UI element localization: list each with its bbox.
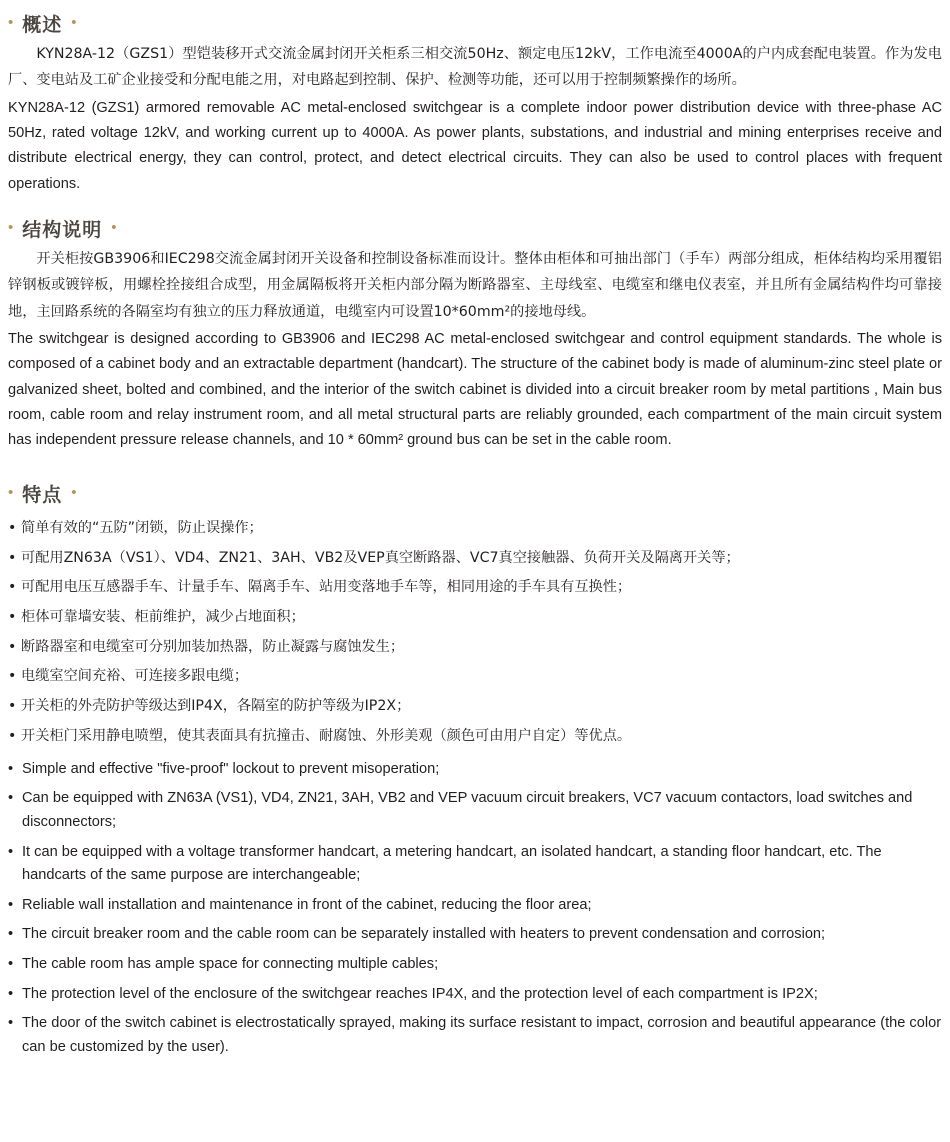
list-item: • 可配用电压互感器手车、计量手车、隔离手车、站用变落地手车等，相同用途的手车具有互换性； <box>8 576 942 599</box>
bullet-dot-icon: • <box>8 483 14 501</box>
section-structure-heading <box>8 215 942 242</box>
bullet-dot-icon: • <box>71 14 77 31</box>
bullet-dot-icon: • <box>111 219 117 237</box>
list-item: • 电缆室空间充裕、可连接多跟电缆； <box>8 665 942 688</box>
list-item: • The circuit breaker room and the cable room can be separately installed with heaters to prevent condensation and corrosion; <box>8 923 942 947</box>
list-item: • The cable room has ample space for connecting multiple cables; <box>8 953 942 977</box>
bullet-dot-icon: • <box>8 219 14 237</box>
list-item: • Can be equipped with ZN63A (VS1), VD4, ZN21, 3AH, VB2 and VEP vacuum circuit breakers, VC7 vacuum contactors, load switches and disconnectors; <box>8 787 942 834</box>
section-features <box>8 480 942 1060</box>
section-features-heading <box>8 480 942 507</box>
section-structure <box>8 215 942 454</box>
list-item: • Simple and effective "five-proof" lockout to prevent misoperation; <box>8 758 942 782</box>
list-item: • 开关柜门采用静电喷塑，使其表面具有抗撞击、耐腐蚀、外形美观（颜色可由用户自定）等优点。 <box>8 725 942 748</box>
list-item: • It can be equipped with a voltage transformer handcart, a metering handcart, an isolated handcart, a standing floor handcart, etc. The handcarts of the same purpose are interchangeable; <box>8 841 942 888</box>
list-item: • The protection level of the enclosure of the switchgear reaches IP4X, and the protection level of each compartment is IP2X; <box>8 983 942 1007</box>
list-item: • The door of the switch cabinet is electrostatically sprayed, making its surface resistant to impact, corrosion and beautiful appearance (the color can be customized by the user). <box>8 1012 942 1059</box>
section-structure-title: 结构说明 <box>22 219 103 242</box>
overview-paragraph-zh: KYN28A-12（GZS1）型铠装移开式交流金属封闭开关柜系三相交流50Hz、额定电压12kV，工作电流至4000A的户内成套配电装置。作为发电厂、变电站及工矿企业接受和分配电能之用，对电路起到控制、保护、检测等功能，还可以用于控制频繁操作的场所。 <box>8 46 942 89</box>
section-features-title: 特点 <box>22 483 63 506</box>
list-item: • Reliable wall installation and maintenance in front of the cabinet, reducing the floor area; <box>8 894 942 918</box>
structure-paragraph-en: The switchgear is designed according to GB3906 and IEC298 AC metal-enclosed switchgear and control equipment standards. The whole is composed of a cabinet body and an extractable department (handcart). The structure of the cabinet body is made of aluminum-zinc steel plate or galvanized sheet, bolted and combined, and the interior of the switch cabinet is divided into a circuit breaker room by metal partitions , Main bus room, cable room and relay instrument room, and all metal structural parts are reliably grounded, each compartment of the main circuit system has independent pressure release channels, and 10 * 60mm² ground bus can be set in the cable room. <box>8 330 942 449</box>
features-list-en <box>8 758 942 1060</box>
list-item: • 断路器室和电缆室可分别加装加热器，防止凝露与腐蚀发生； <box>8 636 942 659</box>
overview-paragraph-en: KYN28A-12 (GZS1) armored removable AC metal-enclosed switchgear is a complete indoor power distribution device with three-phase AC 50Hz, rated voltage 12kV, and working current up to 4000A. As power plants, substations, and industrial and mining enterprises receive and distribute electrical energy, they can control, protect, and detect electrical circuits. They can also be used to control places with frequent operations. <box>8 99 942 192</box>
list-item: • 开关柜的外壳防护等级达到IP4X，各隔室的防护等级为IP2X； <box>8 695 942 718</box>
bullet-dot-icon: • <box>71 483 77 501</box>
structure-paragraph-zh: 开关柜按GB3906和IEC298交流金属封闭开关设备和控制设备标准而设计。整体由柜体和可抽出部门（手车）两部分组成，柜体结构均采用覆铝锌钢板或镀锌板，用螺栓拴接组合成型，用金属隔板将开关柜内部分隔为断路器室、主母线室、电缆室和继电仪表室，并且所有金属结构件均可靠接地，主回路系统的各隔室均有独立的压力释放通道，电缆室内可设置10*60mm²的接地母线。 <box>8 251 942 320</box>
list-item: • 简单有效的“五防”闭锁，防止误操作； <box>8 517 942 540</box>
section-overview-title: 概述 <box>22 14 63 36</box>
list-item: • 可配用ZN63A（VS1）、VD4、ZN21、3AH、VB2及VEP真空断路器、VC7真空接触器、负荷开关及隔离开关等； <box>8 547 942 570</box>
section-overview-heading <box>8 10 942 37</box>
bullet-dot-icon: • <box>8 14 14 31</box>
features-list-zh <box>8 517 942 748</box>
section-overview <box>8 10 942 197</box>
list-item: • 柜体可靠墙安装、柜前维护，减少占地面积； <box>8 606 942 629</box>
